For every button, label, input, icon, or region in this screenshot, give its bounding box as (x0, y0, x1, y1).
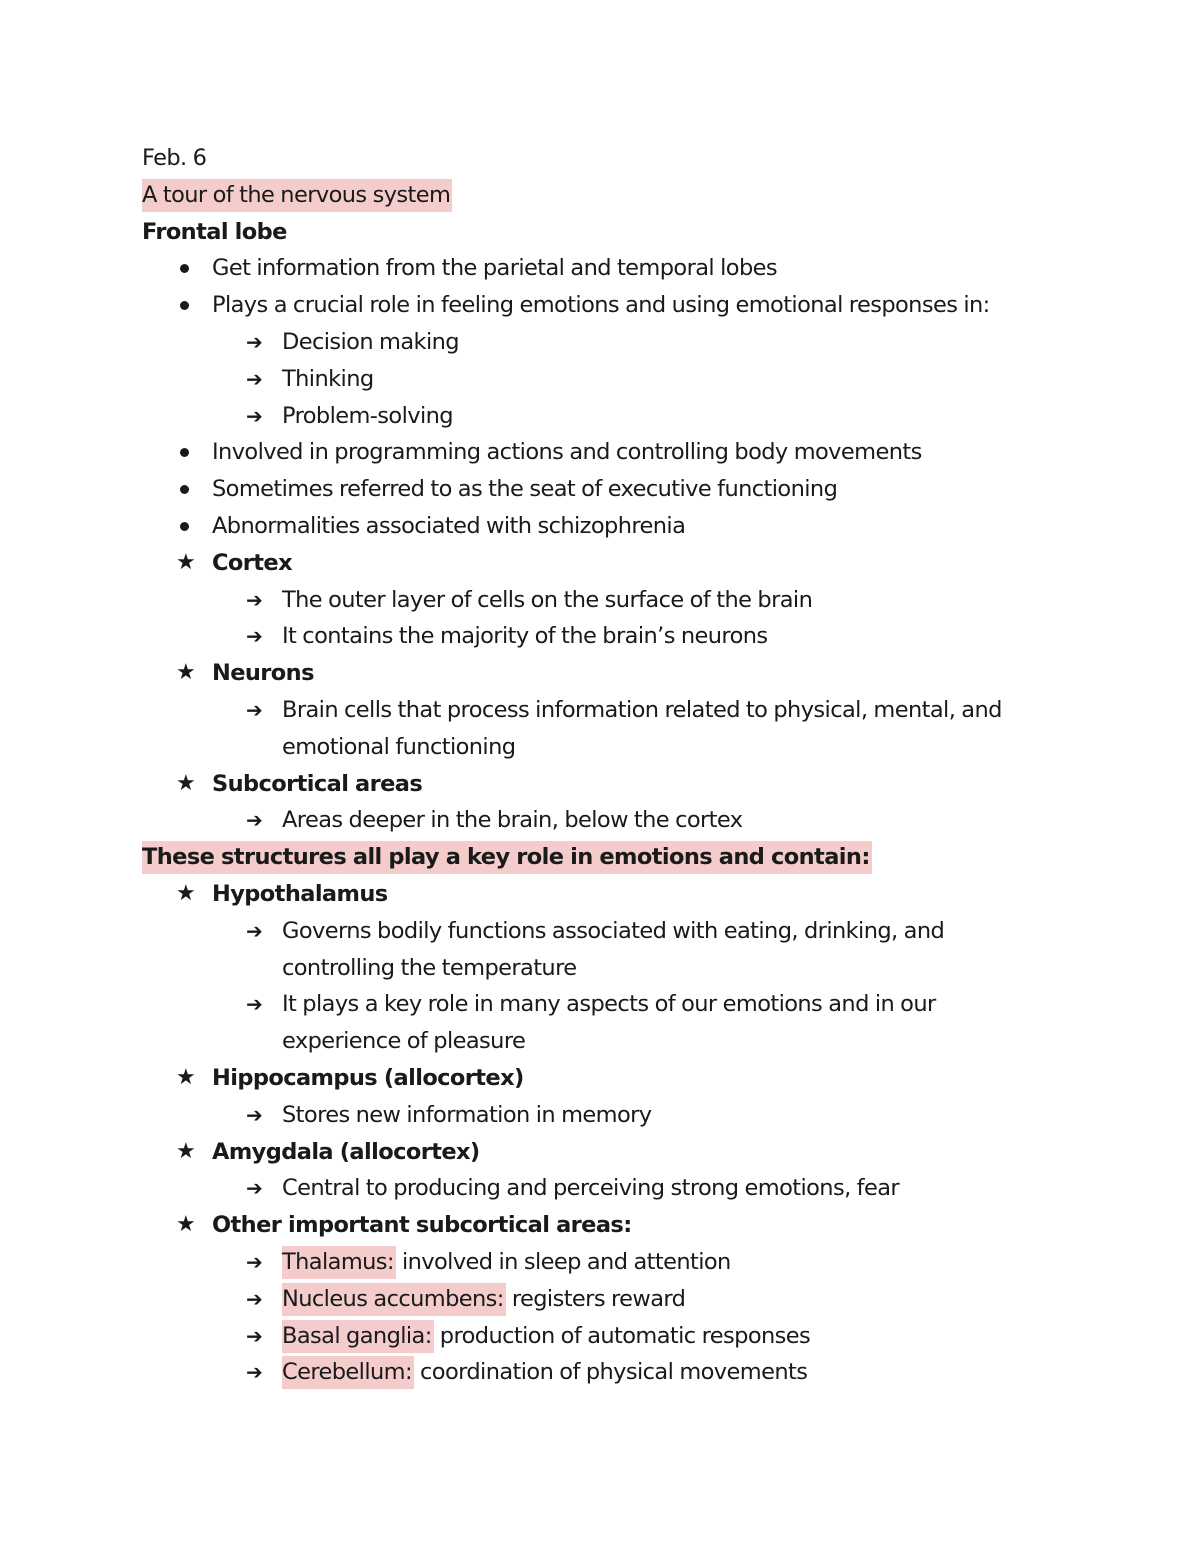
arrow-icon: ➔ (246, 697, 263, 722)
bullet-dot-icon (180, 508, 190, 518)
bullet-item (142, 287, 1102, 324)
arrow-text (282, 1318, 1042, 1355)
star-item-hippocampus (142, 1060, 1102, 1097)
arrow-icon: ➔ (246, 1286, 263, 1311)
arrow-text: Thinking (282, 365, 374, 392)
bullet-dot-icon (180, 471, 190, 481)
arrow-text (282, 1281, 1042, 1318)
term-highlight: Thalamus: (282, 1246, 396, 1279)
arrow-text: It contains the majority of the brain’s neurons (282, 623, 768, 650)
bullet-dot-icon (180, 287, 190, 297)
star-icon: ★ (176, 549, 196, 575)
star-icon: ★ (176, 1212, 196, 1238)
arrow-item (142, 398, 1102, 435)
arrow-item (142, 692, 1102, 766)
heading-text: These structures all play a key role in emotions and contain: (142, 841, 872, 874)
arrow-text: The outer layer of cells on the surface of the brain (282, 586, 813, 613)
star-icon: ★ (176, 880, 196, 906)
bullet-item (142, 434, 1102, 471)
arrow-item (142, 1318, 1102, 1355)
arrow-item (142, 618, 1102, 655)
arrow-icon: ➔ (246, 587, 263, 612)
section-heading-frontal-lobe (142, 214, 1102, 251)
term-description: production of automatic responses (433, 1322, 811, 1349)
section-heading-structures (142, 839, 1102, 876)
arrow-icon: ➔ (246, 403, 263, 428)
bullet-text: Plays a crucial role in feeling emotions and using emotional responses in: (212, 292, 990, 319)
arrow-item (142, 986, 1102, 1060)
date-line (142, 140, 1102, 177)
star-label: Hippocampus (allocortex) (212, 1064, 524, 1091)
arrow-icon: ➔ (246, 1323, 263, 1348)
arrow-item (142, 324, 1102, 361)
star-label: Subcortical areas (212, 770, 423, 797)
bullet-text: Abnormalities associated with schizophrenia (212, 512, 686, 539)
star-icon: ★ (176, 1138, 196, 1164)
arrow-item (142, 913, 1102, 987)
star-label: Neurons (212, 660, 314, 687)
bullet-dot-icon (180, 250, 190, 260)
notes-page (142, 140, 1102, 1391)
arrow-item (142, 582, 1102, 619)
arrow-text: Stores new information in memory (282, 1101, 652, 1128)
star-label: Other important subcortical areas: (212, 1212, 632, 1239)
arrow-icon: ➔ (246, 624, 263, 649)
arrow-icon: ➔ (246, 329, 263, 354)
star-item-hypothalamus (142, 876, 1102, 913)
star-item-subcortical-areas (142, 766, 1102, 803)
arrow-text: Areas deeper in the brain, below the cortex (282, 807, 743, 834)
bullet-text: Get information from the parietal and temporal lobes (212, 255, 778, 282)
arrow-item (142, 1097, 1102, 1134)
arrow-icon: ➔ (246, 992, 263, 1017)
arrow-text: Central to producing and perceiving strong emotions, fear (282, 1175, 900, 1202)
title-line (142, 177, 1102, 214)
page-title: A tour of the nervous system (142, 179, 452, 212)
star-icon: ★ (176, 1064, 196, 1090)
term-description: registers reward (505, 1285, 686, 1312)
star-label: Hypothalamus (212, 880, 388, 907)
term-highlight: Nucleus accumbens: (282, 1283, 506, 1316)
star-icon: ★ (176, 660, 196, 686)
star-item-cortex (142, 545, 1102, 582)
arrow-icon: ➔ (246, 808, 263, 833)
arrow-item (142, 802, 1102, 839)
arrow-icon: ➔ (246, 1360, 263, 1385)
heading-text: Frontal lobe (142, 218, 287, 245)
arrow-text: It plays a key role in many aspects of our emotions and in our experience of pleasure (282, 991, 936, 1055)
bullet-item (142, 250, 1102, 287)
term-description: involved in sleep and attention (395, 1248, 731, 1275)
arrow-text (282, 1244, 1042, 1281)
arrow-item (142, 361, 1102, 398)
arrow-item (142, 1281, 1102, 1318)
bullet-item (142, 471, 1102, 508)
star-label: Cortex (212, 549, 292, 576)
term-description: coordination of physical movements (413, 1359, 808, 1386)
arrow-item (142, 1354, 1102, 1391)
arrow-text: Decision making (282, 328, 459, 355)
arrow-icon: ➔ (246, 1102, 263, 1127)
date: Feb. 6 (142, 145, 207, 171)
term-highlight: Basal ganglia: (282, 1320, 434, 1353)
arrow-icon: ➔ (246, 1176, 263, 1201)
bullet-text: Involved in programming actions and controlling body movements (212, 439, 922, 466)
star-item-other-subcortical (142, 1207, 1102, 1244)
bullet-item (142, 508, 1102, 545)
arrow-icon: ➔ (246, 1249, 263, 1274)
bullet-text: Sometimes referred to as the seat of executive functioning (212, 476, 838, 503)
star-label: Amygdala (allocortex) (212, 1138, 480, 1165)
arrow-text: Brain cells that process information related to physical, mental, and emotional functioning (282, 696, 1002, 760)
arrow-icon: ➔ (246, 366, 263, 391)
arrow-icon: ➔ (246, 918, 263, 943)
arrow-text: Governs bodily functions associated with eating, drinking, and controlling the temperature (282, 917, 945, 981)
arrow-text: Problem-solving (282, 402, 453, 429)
term-highlight: Cerebellum: (282, 1356, 414, 1389)
star-icon: ★ (176, 770, 196, 796)
star-item-neurons (142, 655, 1102, 692)
arrow-item (142, 1244, 1102, 1281)
star-item-amygdala (142, 1134, 1102, 1171)
arrow-item (142, 1170, 1102, 1207)
arrow-text (282, 1354, 1042, 1391)
bullet-dot-icon (180, 434, 190, 444)
